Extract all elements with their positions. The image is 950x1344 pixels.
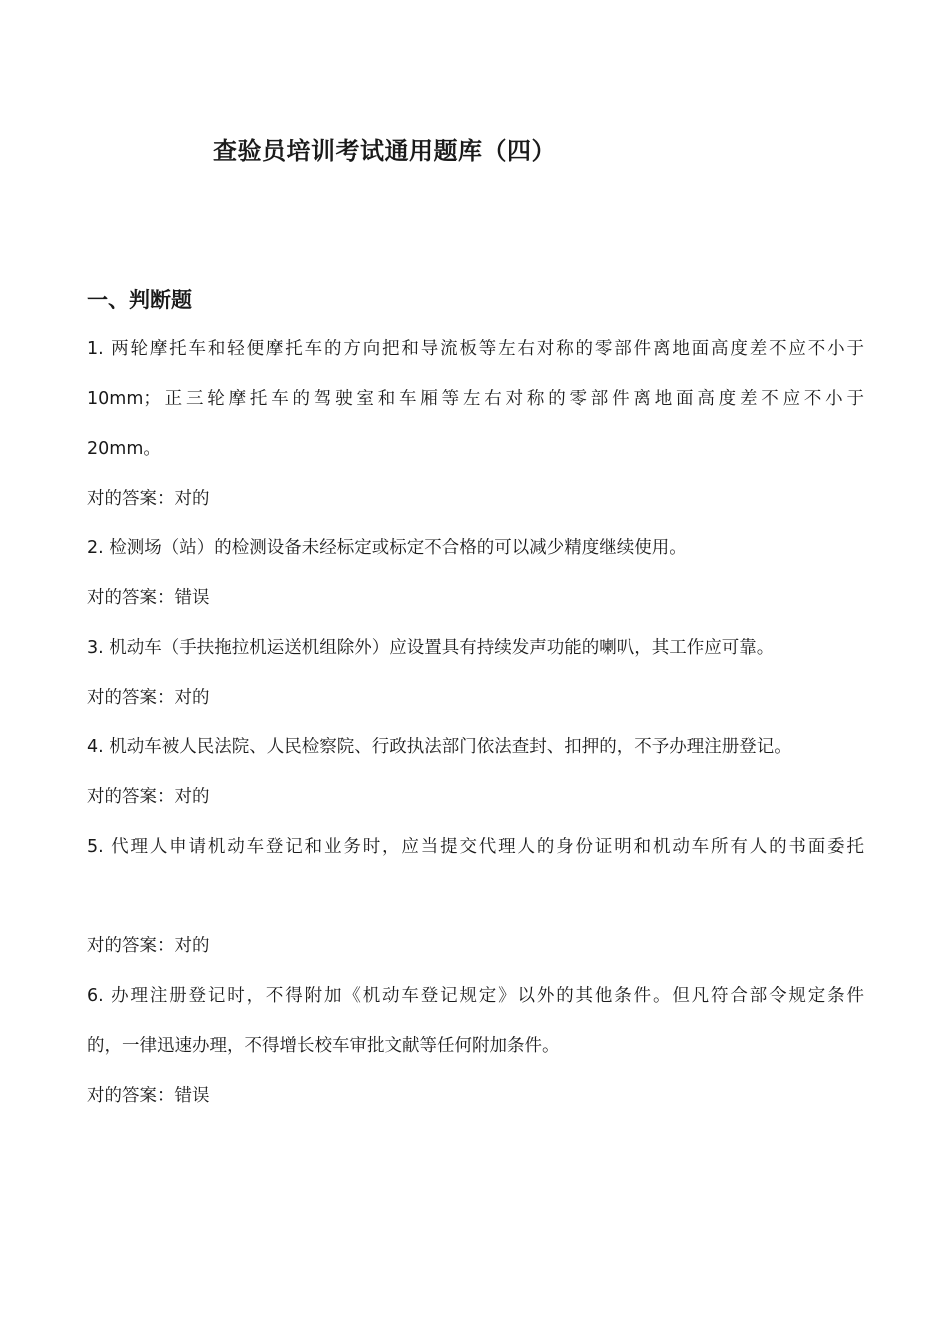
question-4: 4. 机动车被人民法院、人民检察院、行政执法部门依法查封、扣押的，不予办理注册登记。 <box>87 737 792 757</box>
section-heading: 一、判断题 <box>87 288 192 312</box>
question-1 <box>87 324 867 474</box>
answer-2: 对的答案：错误 <box>87 588 210 608</box>
question-5-line-1: 5. 代理人申请机动车登记和业务时，应当提交代理人的身份证明和机动车所有人的书面委托 <box>87 837 864 857</box>
question-6-line-1: 6. 办理注册登记时，不得附加《机动车登记规定》以外的其他条件。但凡符合部令规定条件 <box>87 986 864 1006</box>
answer-6: 对的答案：错误 <box>87 1086 210 1106</box>
question-1-line-1: 1. 两轮摩托车和轻便摩托车的方向把和导流板等左右对称的零部件离地面高度差不应不小于 <box>87 339 864 359</box>
question-1-line-3: 20mm。 <box>87 439 161 459</box>
answer-4: 对的答案：对的 <box>87 787 210 807</box>
question-2: 2. 检测场（站）的检测设备未经标定或标定不合格的可以减少精度继续使用。 <box>87 538 687 558</box>
answer-3: 对的答案：对的 <box>87 688 210 708</box>
question-6-line-2: 的，一律迅速办理，不得增长校车审批文献等任何附加条件。 <box>87 1036 560 1056</box>
question-6 <box>87 971 867 1071</box>
question-5 <box>87 822 867 872</box>
answer-5: 对的答案：对的 <box>87 936 210 956</box>
answer-1: 对的答案：对的 <box>87 489 210 509</box>
question-3: 3. 机动车（手扶拖拉机运送机组除外）应设置具有持续发声功能的喇叭，其工作应可靠。 <box>87 638 775 658</box>
question-1-line-2: 10mm；正三轮摩托车的驾驶室和车厢等左右对称的零部件离地面高度差不应不小于 <box>87 389 864 409</box>
document-title: 查验员培训考试通用题库（四） <box>213 137 556 165</box>
